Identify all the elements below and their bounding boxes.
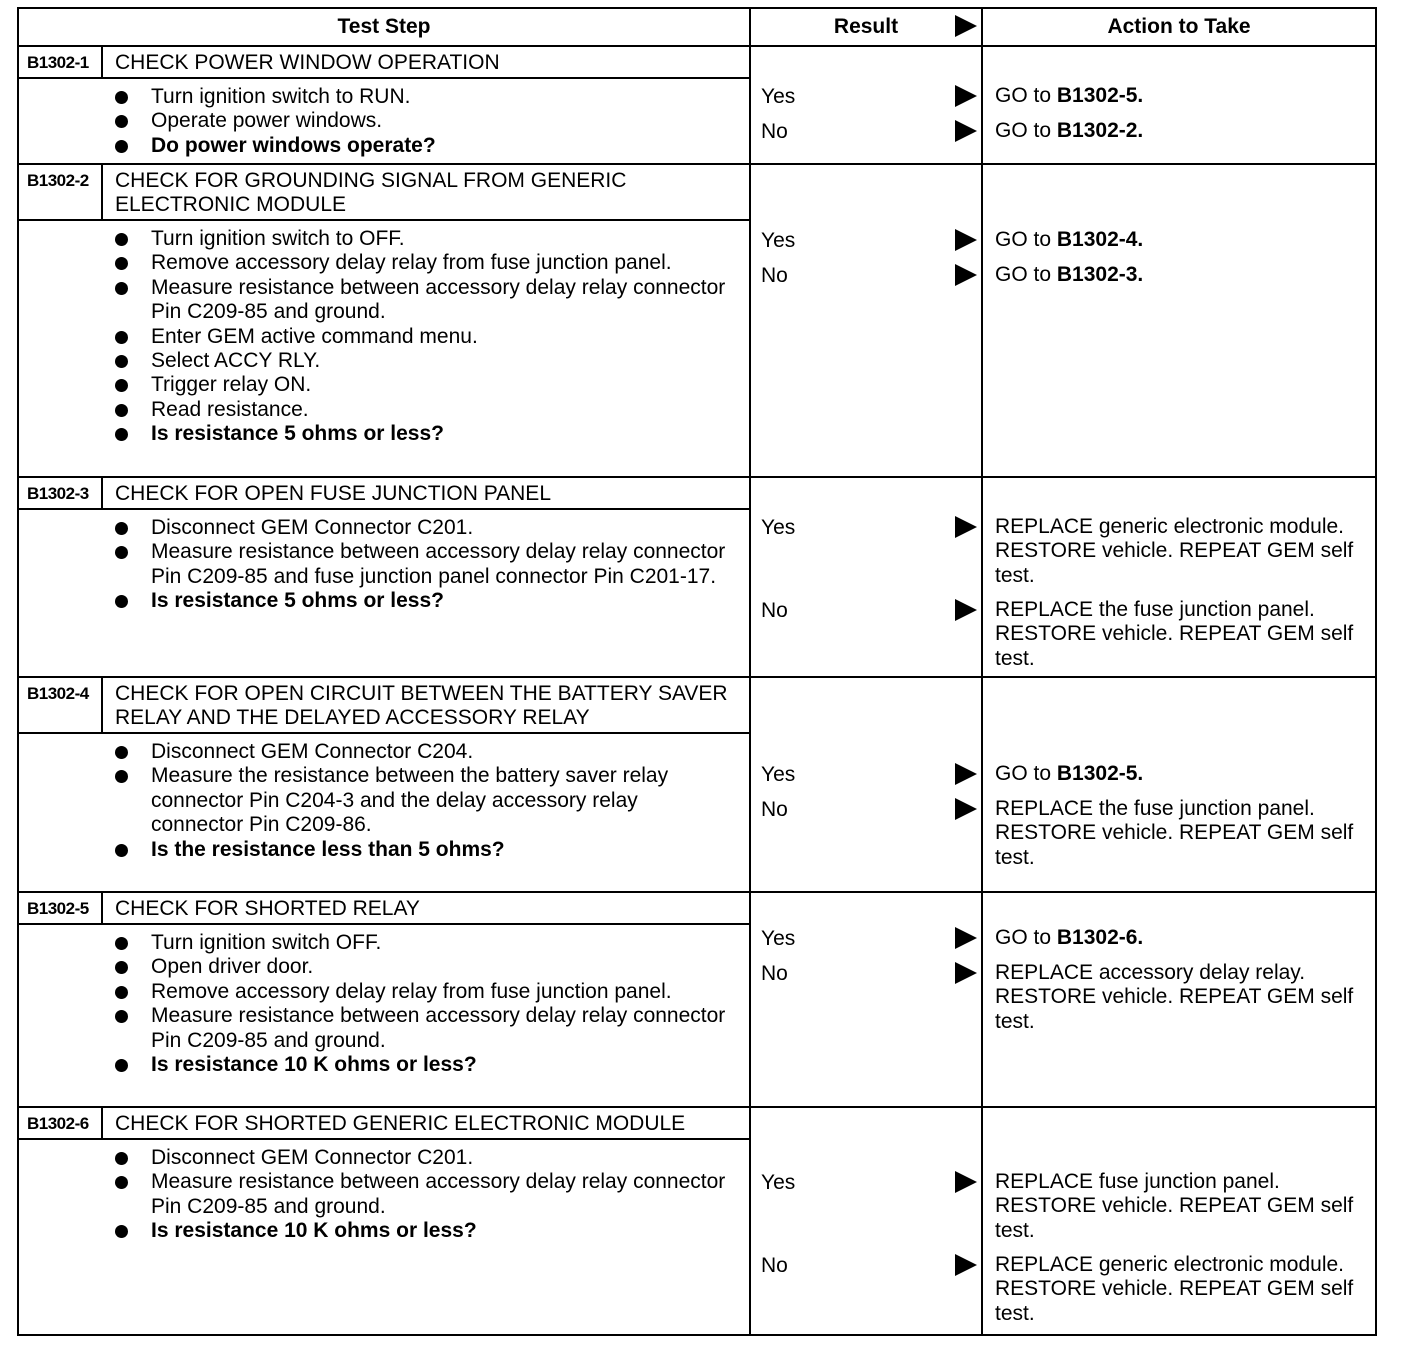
header-test-step: Test Step bbox=[19, 9, 751, 45]
action-text bbox=[995, 263, 1361, 287]
action-text: REPLACE the fuse junction panel. RESTORE vehicle. REPEAT GEM self test. bbox=[995, 797, 1354, 869]
result-label: No bbox=[761, 1254, 788, 1277]
step-header bbox=[19, 47, 749, 79]
table-body bbox=[19, 47, 1375, 1334]
result-label: Yes bbox=[761, 229, 796, 252]
arrow-right-icon bbox=[955, 120, 977, 142]
step-bullet-list bbox=[19, 79, 749, 162]
list-item: Turn ignition switch to RUN. bbox=[115, 85, 749, 109]
action-prefix: GO to bbox=[995, 228, 1057, 251]
action-suffix: . bbox=[1137, 263, 1144, 286]
result-cell bbox=[751, 478, 983, 676]
list-item: Select ACCY RLY. bbox=[115, 349, 749, 373]
result-label: No bbox=[761, 798, 788, 821]
arrow-right-icon bbox=[955, 15, 977, 37]
result-no bbox=[761, 120, 981, 146]
action-cell bbox=[983, 1108, 1375, 1334]
result-no bbox=[761, 798, 981, 824]
action-text: REPLACE generic electronic module. RESTORE vehicle. REPEAT GEM self test. bbox=[995, 1253, 1354, 1325]
result-label: No bbox=[761, 599, 788, 622]
list-item: Measure resistance between accessory delay relay connector Pin C209-85 and ground. bbox=[115, 276, 749, 325]
step-id: B1302-4 bbox=[19, 678, 103, 732]
action-prefix: GO to bbox=[995, 84, 1057, 107]
action-prefix: GO to bbox=[995, 926, 1057, 949]
action-cell bbox=[983, 893, 1375, 1106]
list-item: Measure resistance between accessory delay relay connector Pin C209-85 and ground. bbox=[115, 1004, 749, 1053]
list-item: Remove accessory delay relay from fuse junction panel. bbox=[115, 980, 749, 1004]
result-label: No bbox=[761, 264, 788, 287]
action-suffix: . bbox=[1137, 228, 1144, 251]
list-item: Measure resistance between accessory delay relay connector Pin C209-85 and fuse junction panel connector Pin C201-17. bbox=[115, 540, 749, 589]
table-row bbox=[19, 1108, 1375, 1334]
action-text bbox=[995, 119, 1361, 143]
step-bullet-list bbox=[19, 925, 749, 1081]
step-title: CHECK FOR OPEN CIRCUIT BETWEEN THE BATTERY SAVER RELAY AND THE DELAYED ACCESSORY RELAY bbox=[115, 682, 728, 729]
step-question: Is resistance 10 K ohms or less? bbox=[115, 1219, 749, 1243]
list-item: Measure the resistance between the battery saver relay connector Pin C204-3 and the delay accessory relay connector Pin C209-86. bbox=[115, 764, 749, 837]
result-label: Yes bbox=[761, 763, 796, 786]
result-label: No bbox=[761, 962, 788, 985]
arrow-right-icon bbox=[955, 264, 977, 286]
result-yes bbox=[761, 763, 981, 789]
step-bullet-list bbox=[19, 221, 749, 451]
step-id: B1302-5 bbox=[19, 893, 103, 923]
action-prefix: GO to bbox=[995, 263, 1057, 286]
action-suffix: . bbox=[1137, 119, 1144, 142]
table-row bbox=[19, 478, 1375, 678]
list-item: Open driver door. bbox=[115, 955, 749, 979]
table-row bbox=[19, 47, 1375, 165]
step-bullet-list bbox=[19, 734, 749, 866]
list-item: Enter GEM active command menu. bbox=[115, 325, 749, 349]
header-result bbox=[751, 9, 983, 45]
action-target-step: B1302-6 bbox=[1056, 926, 1138, 949]
action-text: REPLACE generic electronic module. RESTORE vehicle. REPEAT GEM self test. bbox=[995, 515, 1354, 587]
result-cell bbox=[751, 47, 983, 163]
test-step-cell bbox=[19, 165, 751, 476]
test-step-cell bbox=[19, 678, 751, 891]
list-item: Disconnect GEM Connector C201. bbox=[115, 516, 749, 540]
step-bullet-list bbox=[19, 1140, 749, 1248]
action-cell bbox=[983, 165, 1375, 476]
arrow-right-icon bbox=[955, 798, 977, 820]
table-row bbox=[19, 165, 1375, 478]
action-target-step: B1302-3 bbox=[1056, 263, 1138, 286]
arrow-right-icon bbox=[955, 927, 977, 949]
step-header bbox=[19, 165, 749, 221]
list-item: Disconnect GEM Connector C201. bbox=[115, 1146, 749, 1170]
step-bullet-list bbox=[19, 510, 749, 618]
list-item: Trigger relay ON. bbox=[115, 373, 749, 397]
step-title: CHECK FOR SHORTED RELAY bbox=[115, 897, 420, 920]
result-label: Yes bbox=[761, 516, 796, 539]
action-text bbox=[995, 228, 1361, 252]
test-step-cell bbox=[19, 47, 751, 163]
list-item: Read resistance. bbox=[115, 398, 749, 422]
arrow-right-icon bbox=[955, 1254, 977, 1276]
result-cell bbox=[751, 165, 983, 476]
arrow-right-icon bbox=[955, 1171, 977, 1193]
table-row bbox=[19, 678, 1375, 893]
result-no bbox=[761, 599, 981, 625]
action-suffix: . bbox=[1137, 926, 1144, 949]
result-yes bbox=[761, 516, 981, 542]
result-yes bbox=[761, 1171, 981, 1197]
list-item: Remove accessory delay relay from fuse junction panel. bbox=[115, 251, 749, 275]
result-yes bbox=[761, 85, 981, 111]
table-header bbox=[19, 9, 1375, 47]
test-step-cell bbox=[19, 893, 751, 1106]
result-cell bbox=[751, 893, 983, 1106]
action-target-step: B1302-5 bbox=[1056, 84, 1138, 107]
action-text: REPLACE the fuse junction panel. RESTORE vehicle. REPEAT GEM self test. bbox=[995, 598, 1354, 670]
action-text: REPLACE accessory delay relay. RESTORE vehicle. REPEAT GEM self test. bbox=[995, 961, 1354, 1033]
result-no bbox=[761, 962, 981, 988]
result-no bbox=[761, 264, 981, 290]
list-item: Turn ignition switch OFF. bbox=[115, 931, 749, 955]
step-id: B1302-1 bbox=[19, 47, 103, 77]
result-label: Yes bbox=[761, 927, 796, 950]
step-id: B1302-2 bbox=[19, 165, 103, 219]
step-question: Is resistance 10 K ohms or less? bbox=[115, 1053, 749, 1077]
action-target-step: B1302-5 bbox=[1056, 762, 1138, 785]
action-text bbox=[995, 762, 1361, 786]
header-action: Action to Take bbox=[1107, 15, 1251, 38]
step-title: CHECK POWER WINDOW OPERATION bbox=[115, 51, 500, 74]
header-result-label: Result bbox=[833, 15, 899, 38]
list-item: Disconnect GEM Connector C204. bbox=[115, 740, 749, 764]
step-question: Do power windows operate? bbox=[115, 134, 749, 158]
step-question: Is the resistance less than 5 ohms? bbox=[115, 838, 749, 862]
action-cell bbox=[983, 47, 1375, 163]
arrow-right-icon bbox=[955, 763, 977, 785]
arrow-right-icon bbox=[955, 85, 977, 107]
step-question: Is resistance 5 ohms or less? bbox=[115, 422, 749, 446]
step-title: CHECK FOR GROUNDING SIGNAL FROM GENERIC ELECTRONIC MODULE bbox=[115, 169, 627, 216]
result-label: Yes bbox=[761, 85, 796, 108]
result-yes bbox=[761, 229, 981, 255]
table-row bbox=[19, 893, 1375, 1108]
result-label: No bbox=[761, 120, 788, 143]
step-title: CHECK FOR SHORTED GENERIC ELECTRONIC MODULE bbox=[115, 1112, 686, 1135]
list-item: Turn ignition switch to OFF. bbox=[115, 227, 749, 251]
step-header bbox=[19, 1108, 749, 1140]
action-prefix: GO to bbox=[995, 119, 1057, 142]
action-prefix: GO to bbox=[995, 762, 1057, 785]
step-header bbox=[19, 478, 749, 510]
step-header bbox=[19, 678, 749, 734]
step-title: CHECK FOR OPEN FUSE JUNCTION PANEL bbox=[115, 482, 551, 505]
action-suffix: . bbox=[1137, 762, 1144, 785]
result-no bbox=[761, 1254, 981, 1280]
result-cell bbox=[751, 1108, 983, 1334]
result-label: Yes bbox=[761, 1171, 796, 1194]
step-id: B1302-3 bbox=[19, 478, 103, 508]
step-question: Is resistance 5 ohms or less? bbox=[115, 589, 749, 613]
action-cell bbox=[983, 678, 1375, 891]
list-item: Operate power windows. bbox=[115, 109, 749, 133]
arrow-right-icon bbox=[955, 599, 977, 621]
test-step-cell bbox=[19, 1108, 751, 1334]
action-text: REPLACE fuse junction panel. RESTORE vehicle. REPEAT GEM self test. bbox=[995, 1170, 1354, 1242]
arrow-right-icon bbox=[955, 962, 977, 984]
action-target-step: B1302-2 bbox=[1056, 119, 1138, 142]
action-text bbox=[995, 84, 1361, 108]
test-step-cell bbox=[19, 478, 751, 676]
action-cell bbox=[983, 478, 1375, 676]
diagnostic-table bbox=[17, 7, 1377, 1336]
arrow-right-icon bbox=[955, 229, 977, 251]
list-item: Measure resistance between accessory delay relay connector Pin C209-85 and ground. bbox=[115, 1170, 749, 1219]
step-header bbox=[19, 893, 749, 925]
result-yes bbox=[761, 927, 981, 953]
action-text bbox=[995, 926, 1361, 950]
arrow-right-icon bbox=[955, 516, 977, 538]
step-id: B1302-6 bbox=[19, 1108, 103, 1138]
result-cell bbox=[751, 678, 983, 891]
action-target-step: B1302-4 bbox=[1056, 228, 1138, 251]
action-suffix: . bbox=[1137, 84, 1144, 107]
